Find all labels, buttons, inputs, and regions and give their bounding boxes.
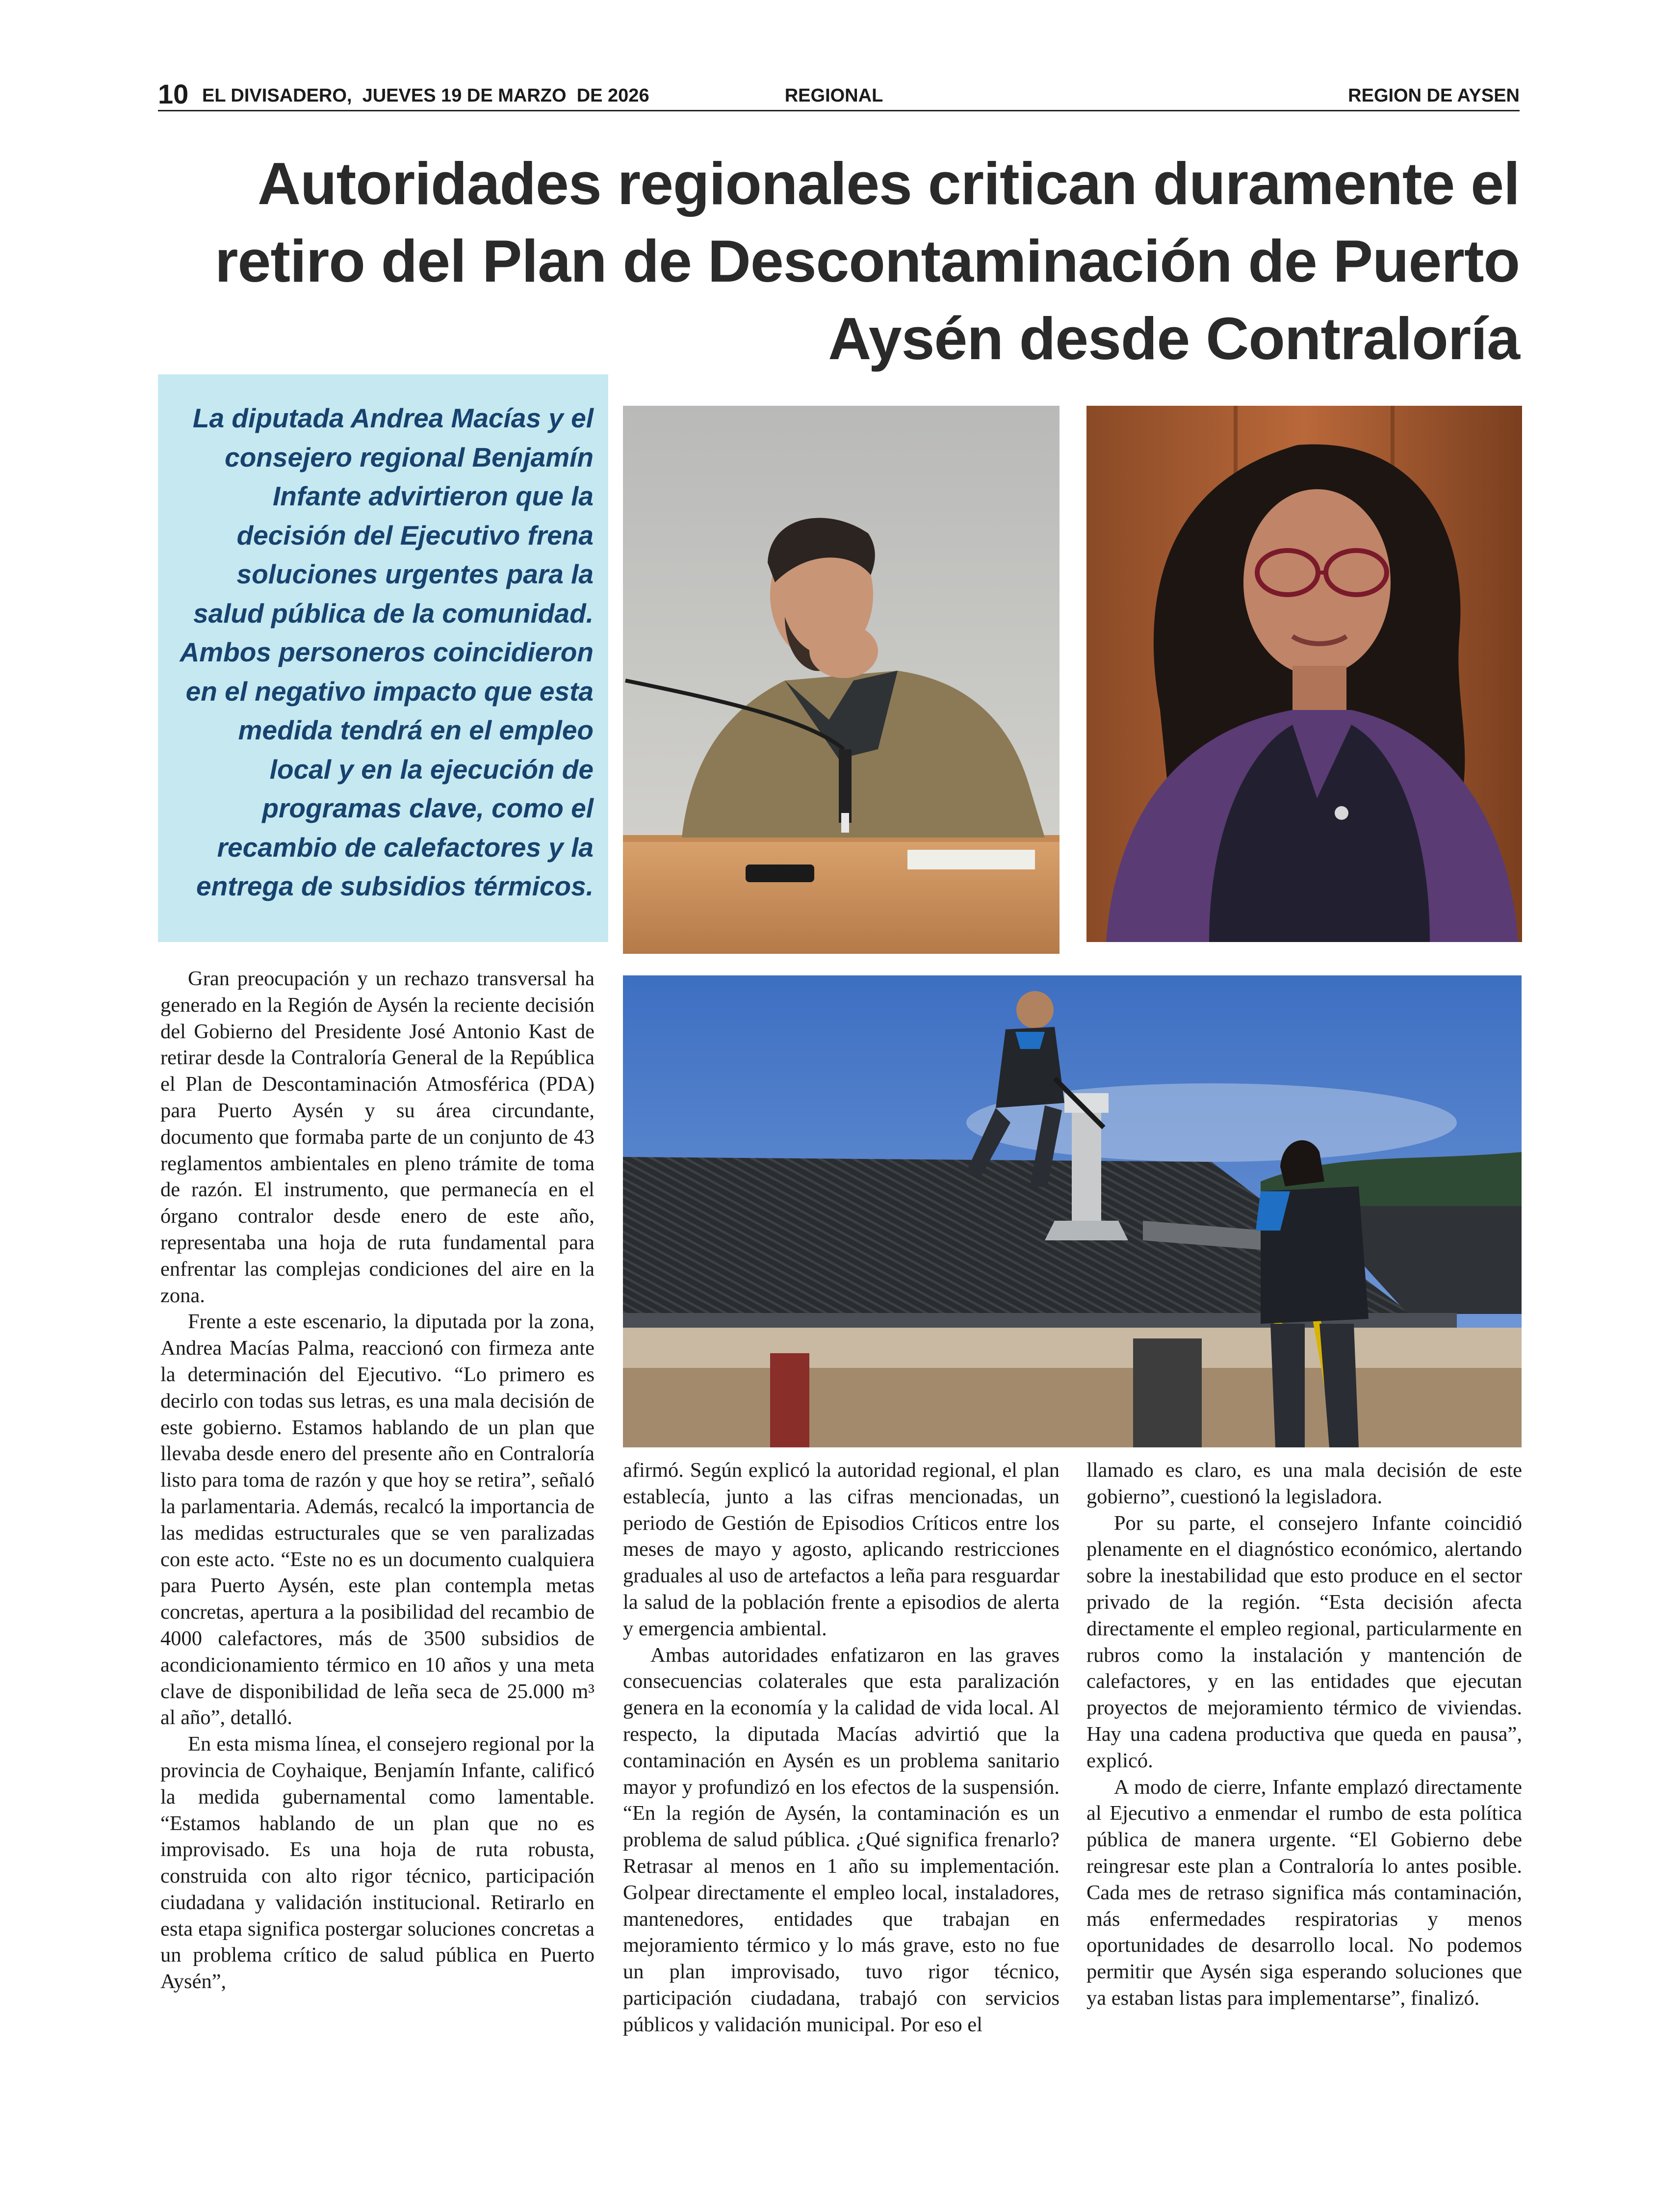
photo-icon — [623, 406, 1060, 954]
section-label: REGIONAL — [784, 85, 883, 106]
photo-benjamin-infante — [623, 406, 1060, 954]
page-number: 10 — [158, 79, 189, 109]
photo-icon — [623, 975, 1522, 1447]
region-label: REGION DE AYSEN — [1348, 85, 1520, 106]
body-paragraph: Por su parte, el consejero Infante coincidió plenamente en el diagnóstico económico, alertando sobre la inestabilidad que esto produce en el sector privado de la región. “Esta decisión afecta directamente el empleo regional, particularmente en rubros como la instalación y mantención de calefactores, y en las entidades que ejecutan proyectos de mejoramiento térmico de viviendas. Hay una cadena productiva que queda en pausa”, explicó. — [1086, 1511, 1522, 1772]
body-column-2 — [623, 1457, 1060, 2038]
photo-andrea-macias — [1086, 406, 1522, 942]
photo-workers-on-roof — [623, 975, 1522, 1447]
body-paragraph: A modo de cierre, Infante emplazó directamente al Ejecutivo a enmendar el rumbo de esta política pública de manera urgente. “El Gobierno debe reingresar este plan a Contraloría lo antes posible. Cada mes de retraso significa más contaminación, más enfermedades respiratorias y menos oportunidades de desarrollo local. No podemos permitir que Aysén siga esperando soluciones que ya estaban listas para implementarse”, finalizó. — [1086, 1775, 1522, 2010]
body-paragraph-continued: afirmó. Según explicó la autoridad regional, el plan establecía, junto a las cifras mencionadas, un periodo de Gestión de Episodios Críticos entre los meses de mayo y agosto, aplicando restricciones graduales al uso de artefactos a leña para resguardar la salud de la población frente a episodios de alerta y emergencia ambiental. — [623, 1459, 1060, 1640]
headline: Autoridades regionales critican duramente el retiro del Plan de Descontaminación de Puerto Aysén desde Contraloría — [215, 150, 1520, 372]
body-paragraph: Gran preocupación y un rechazo transversal ha generado en la Región de Aysén la reciente decisión del Gobierno del Presidente José Antonio Kast de retirar desde la Contraloría General de la República el Plan de Descontaminación Atmosférica (PDA) para Puerto Aysén y su área circundante, documento que formaba parte de un conjunto de 43 reglamentos ambientales en pleno trámite de toma de razón. El instrumento, que permanecía en el órgano contralor desde enero de este año, representaba una hoja de ruta fundamental para enfrentar las complejas condiciones del aire en la zona. — [160, 967, 594, 1307]
photo-icon — [1086, 406, 1522, 942]
body-column-1 — [160, 966, 594, 1995]
publication-date: EL DIVISADERO, JUEVES 19 DE MARZO DE 2026 — [202, 85, 649, 106]
body-paragraph: Frente a este escenario, la diputada por la zona, Andrea Macías Palma, reaccionó con firmeza ante la determinación del Ejecutivo. “Lo primero es decirlo con todas sus letras, es una mala decisión de este gobierno. Estamos hablando de un plan que llevaba desde enero del presente año en Contraloría listo para toma de razón y que hoy se retira”, señaló la parlamentaria. Además, recalcó la importancia de las medidas estructurales que se ven paralizadas con este acto. “Este no es un documento cualquiera para Puerto Aysén, este plan contempla metas concretas, apertura a la posibilidad del recambio de 4000 calefactores, más de 3500 subsidios de acondicionamiento térmico en 10 años y una meta clave de disponibilidad de leña seca de 25.000 m³ al año”, detalló. — [160, 1310, 594, 1730]
body-paragraph: En esta misma línea, el consejero regional por la provincia de Coyhaique, Benjamín Infante, calificó la medida gubernamental como lamentable. “Estamos hablando de un plan que no es improvisado. Es una hoja de ruta robusta, construida con alto rigor técnico, participación ciudadana y validación institucional. Retirarlo en esta etapa significa postergar soluciones concretas a un problema crítico de salud pública en Puerto Aysén”, — [160, 1732, 594, 1993]
body-paragraph-continued: llamado es claro, es una mala decisión de este gobierno”, cuestionó la legisladora. — [1086, 1459, 1522, 1508]
lead-text: La diputada Andrea Macías y el consejero regional Benjamín Infante advirtieron que la decisión del Ejecutivo frena soluciones urgentes para la salud pública de la comunidad. Ambos personeros coincidieron en el negativo impacto que esta medida tendrá en el empleo local y en la ejecución de programas clave, como el recambio de calefactores y la entrega de subsidios térmicos. — [180, 403, 594, 901]
body-paragraph: Ambas autoridades enfatizaron en las graves consecuencias colaterales que esta paralización genera en la economía y la calidad de vida local. Al respecto, la diputada Macías advirtió que la contaminación en Aysén es un problema sanitario mayor y profundizó en los efectos de la suspensión. “En la región de Aysén, la contaminación es un problema de salud pública. ¿Qué significa frenarlo? Retrasar al menos en 1 año su implementación. Golpear directamente el empleo local, instaladores, mantenedores, entidades que trabajan en mejoramiento térmico y lo más grave, esto no fue un plan improvisado, tuvo rigor técnico, participación ciudadana, trabajó con servicios públicos y validación municipal. Por eso el — [623, 1643, 1060, 2036]
body-column-3 — [1086, 1457, 1522, 2012]
header-divider — [158, 110, 1520, 111]
lead-box — [158, 374, 608, 942]
